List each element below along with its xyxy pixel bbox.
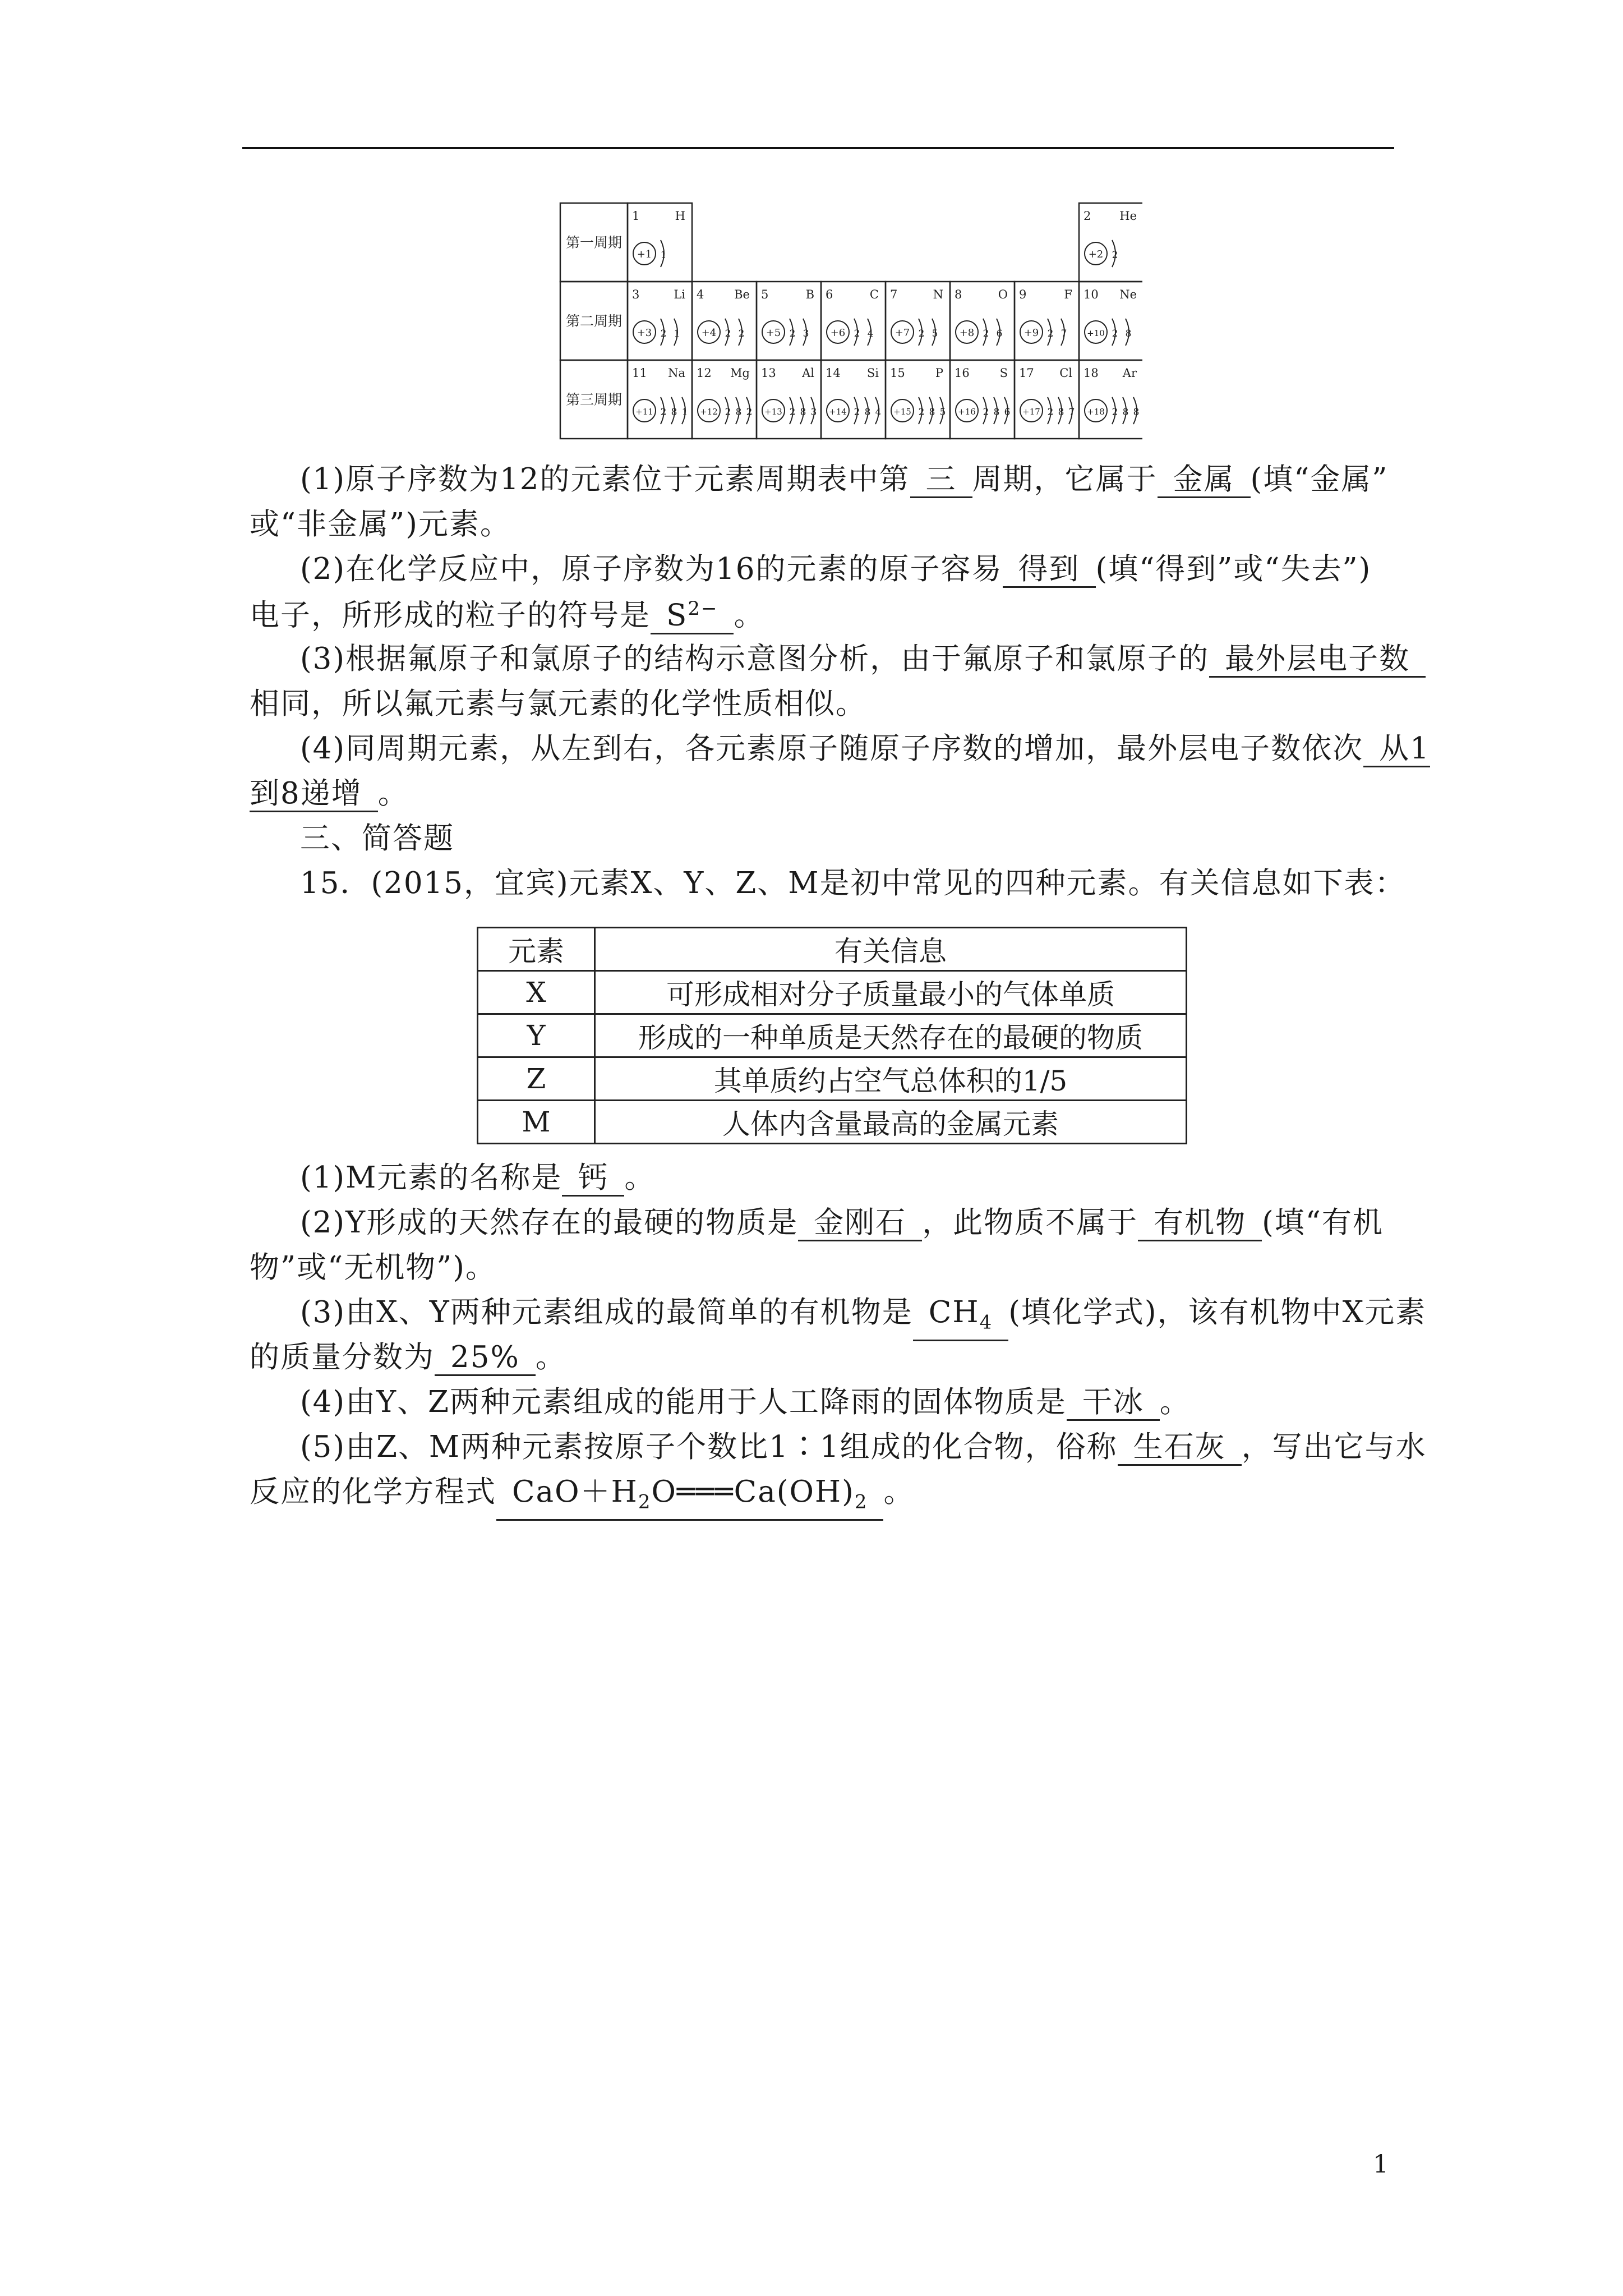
table-cell: X: [478, 971, 595, 1014]
electron-count: 2: [725, 407, 731, 418]
electron-count: 8: [800, 407, 806, 418]
table-cell: 形成的一种单质是天然存在的最硬的物质: [595, 1014, 1187, 1057]
s5-text-a: (5)由Z、M两种元素按原子个数比1∶1组成的化合物，俗称: [300, 1430, 1118, 1464]
electron-count: 2: [660, 328, 667, 339]
equation-subscript-1: 2: [638, 1490, 652, 1513]
electron-count: 8: [735, 407, 742, 418]
s1-answer-1: 钙: [562, 1161, 624, 1197]
q2-answer-2-charge: 2−: [688, 597, 718, 620]
electron-count: 2: [854, 407, 860, 418]
question-15-intro: [250, 861, 1406, 906]
q2-answer-2: [651, 592, 734, 634]
atomic-number: 10: [1083, 288, 1099, 301]
q1-text-c: (填“金属”: [1250, 462, 1389, 496]
electron-count: 5: [932, 328, 938, 339]
nucleus-charge: +3: [637, 327, 652, 339]
nucleus-charge: +2: [1088, 249, 1104, 260]
s3-answer-1-base: CH: [928, 1295, 980, 1329]
table-row: [478, 1014, 1187, 1057]
nucleus-charge: +9: [1023, 327, 1039, 339]
electron-count: 6: [1004, 407, 1011, 418]
atomic-number: 7: [890, 288, 898, 301]
q3-answer-1: 最外层电子数: [1209, 642, 1426, 678]
element-symbol: N: [933, 288, 943, 301]
q4-answer-part-2: 到8递增: [250, 777, 378, 812]
electron-count: 7: [1068, 407, 1075, 418]
electron-count: 3: [810, 407, 817, 418]
electron-count: 2: [1112, 407, 1118, 418]
sub-question-2: [250, 1200, 1394, 1245]
sub-question-1: [250, 1156, 1394, 1200]
q2-text-d: 。: [734, 598, 765, 633]
nucleus-charge: +15: [893, 407, 911, 417]
section-heading: [250, 816, 1394, 861]
element-symbol: S: [999, 366, 1008, 380]
table-row: [478, 971, 1187, 1014]
table-cell: M: [478, 1101, 595, 1144]
electron-count: 2: [1112, 328, 1118, 339]
element-symbol: F: [1064, 288, 1072, 301]
electron-count: 2: [660, 407, 667, 418]
electron-count: 7: [1061, 328, 1067, 339]
s2-text-a: (2)Y形成的天然存在的最硬的物质是: [300, 1205, 799, 1240]
q4-text-b: 。: [377, 776, 409, 811]
q2-text-b: (填“得到”或“失去”): [1095, 552, 1372, 586]
table-cell: Y: [478, 1014, 595, 1057]
sub-question-5: [250, 1425, 1427, 1470]
sub-question-5-line2: [250, 1470, 1394, 1521]
nucleus-charge: +4: [701, 327, 717, 339]
atomic-number: 6: [826, 288, 833, 301]
q2-text-c: 电子，所形成的粒子的符号是: [250, 598, 651, 633]
nucleus-charge: +16: [958, 407, 976, 417]
question-1: [250, 457, 1394, 502]
electron-count: 2: [1047, 407, 1054, 418]
q2-answer-1: 得到: [1003, 553, 1096, 588]
s2-text-c: (填“有机: [1262, 1205, 1384, 1240]
s2-answer-2: 有机物: [1138, 1206, 1262, 1241]
electron-count: 8: [1122, 407, 1129, 418]
page-number: 1: [1373, 2150, 1389, 2179]
q15-intro-text: 15．(2015，宜宾)元素X、Y、Z、M是初中常见的四种元素。有关信息如下表：: [300, 866, 1406, 900]
electron-count: 2: [725, 328, 731, 339]
question-4-line2: [250, 771, 1394, 816]
table-header-cell: 元素: [478, 928, 595, 971]
question-3-line2: [250, 682, 1394, 726]
element-symbol: C: [869, 288, 879, 301]
period-label: 第二周期: [565, 313, 623, 329]
q2-answer-2-symbol: S: [666, 598, 688, 633]
electron-count: 6: [996, 328, 1003, 339]
atomic-number: 9: [1019, 288, 1027, 301]
electron-count: 8: [993, 407, 1000, 418]
electron-count: 8: [1133, 407, 1140, 418]
q3-text-b: 相同，所以氟元素与氯元素的化学性质相似。: [250, 687, 866, 721]
equation-part-2: O═══Ca(OH): [651, 1475, 855, 1509]
s3-text-a: (3)由X、Y两种元素组成的最简单的有机物是: [300, 1295, 913, 1329]
nucleus-charge: +13: [764, 407, 782, 417]
electron-count: 2: [789, 407, 796, 418]
question-4: [250, 726, 1430, 771]
s3-text-b: (填化学式)，该有机物中X元素: [1008, 1295, 1427, 1329]
s4-text-a: (4)由Y、Z两种元素组成的能用于人工降雨的固体物质是: [300, 1385, 1067, 1419]
element-info-table: [477, 927, 1187, 1144]
q1-text-a: (1)原子序数为12的元素位于元素周期表中第: [300, 462, 910, 496]
table-row: [478, 1101, 1187, 1144]
electron-count: 8: [1058, 407, 1064, 418]
electron-count: 1: [674, 328, 680, 339]
element-symbol: O: [998, 288, 1008, 301]
table-cell: 可形成相对分子质量最小的气体单质: [595, 971, 1187, 1014]
nucleus-charge: +12: [700, 407, 718, 417]
element-symbol: Cl: [1059, 366, 1072, 380]
element-symbol: Ne: [1119, 288, 1137, 301]
electron-count: 8: [1125, 328, 1132, 339]
sub-question-2-line2: [250, 1245, 1394, 1290]
electron-count: 2: [983, 407, 989, 418]
nucleus-charge: +10: [1087, 328, 1105, 338]
electron-count: 8: [671, 407, 677, 418]
element-symbol: Ar: [1122, 366, 1137, 380]
s4-text-b: 。: [1159, 1385, 1191, 1419]
electron-count: 5: [939, 407, 946, 418]
q1-text-b: 周期，它属于: [972, 462, 1158, 496]
nucleus-charge: +1: [637, 249, 652, 260]
question-2-line2: [250, 592, 1394, 638]
question-2: [250, 547, 1394, 592]
atomic-number: 18: [1083, 366, 1099, 380]
electron-count: 2: [789, 328, 796, 339]
s5-answer-1: 生石灰: [1118, 1430, 1242, 1466]
electron-count: 2: [854, 328, 860, 339]
atomic-number: 2: [1083, 209, 1091, 223]
s5-answer-equation: [496, 1475, 883, 1521]
s1-text-b: 。: [624, 1161, 656, 1195]
electron-count: 1: [681, 407, 688, 418]
atomic-number: 15: [890, 366, 905, 380]
atomic-number: 12: [697, 366, 712, 380]
nucleus-charge: +7: [895, 327, 910, 339]
electron-count: 2: [1112, 250, 1118, 261]
electron-count: 2: [918, 328, 925, 339]
atomic-number: 1: [632, 209, 640, 223]
sub-question-3: [250, 1290, 1427, 1341]
nucleus-charge: +11: [635, 407, 653, 417]
q3-text-a: (3)根据氟原子和氯原子的结构示意图分析，由于氟原子和氯原子的: [300, 642, 1210, 676]
sub-question-3-line2: [250, 1335, 1394, 1380]
atomic-number: 17: [1019, 366, 1034, 380]
table-row: [478, 1057, 1187, 1101]
s2-text-b: ，此物质不属于: [922, 1205, 1138, 1240]
period-label: 第三周期: [565, 392, 623, 408]
periodic-table-diagram: [559, 202, 1142, 452]
section-3-title: 三、简答题: [300, 821, 454, 855]
s5-text-c: 反应的化学方程式: [250, 1475, 496, 1509]
s1-text-a: (1)M元素的名称是: [300, 1161, 562, 1195]
s4-answer-1: 干冰: [1067, 1386, 1160, 1421]
element-symbol: Na: [668, 366, 685, 380]
table-cell: 其单质约占空气总体积的1/5: [595, 1057, 1187, 1101]
equation-subscript-2: 2: [854, 1490, 868, 1513]
electron-count: 2: [1047, 328, 1054, 339]
element-symbol: Mg: [730, 366, 750, 380]
atomic-number: 14: [826, 366, 841, 380]
period-label: 第一周期: [565, 234, 623, 251]
nucleus-charge: +8: [959, 327, 975, 339]
question-3: [250, 637, 1410, 682]
s5-text-d: 。: [883, 1475, 915, 1509]
nucleus-charge: +14: [829, 407, 847, 417]
atomic-number: 13: [761, 366, 776, 380]
electron-count: 4: [875, 407, 882, 418]
electron-count: 2: [746, 407, 753, 418]
table-header-cell: 有关信息: [595, 928, 1187, 971]
equation-part-1: CaO＋H: [512, 1475, 638, 1509]
s3-text-c: 的质量分数为: [250, 1340, 435, 1374]
question-1-line2: [250, 502, 1394, 547]
nucleus-charge: +5: [766, 327, 781, 339]
nucleus-charge: +18: [1087, 407, 1105, 417]
electron-count: 2: [738, 328, 745, 339]
nucleus-charge: +6: [830, 327, 846, 339]
electron-count: 3: [803, 328, 809, 339]
s3-text-d: 。: [535, 1340, 566, 1374]
s3-answer-2: 25%: [435, 1341, 536, 1376]
atomic-number: 8: [955, 288, 962, 301]
element-symbol: H: [675, 209, 685, 223]
electron-count: 4: [867, 328, 874, 339]
q2-text-a: (2)在化学反应中，原子序数为16的元素的原子容易: [300, 552, 1003, 586]
q1-answer-1: 三: [910, 463, 972, 498]
atomic-number: 3: [632, 288, 640, 301]
electron-count: 2: [918, 407, 925, 418]
nucleus-charge: +17: [1022, 407, 1040, 417]
element-symbol: Li: [674, 288, 685, 301]
element-symbol: Al: [802, 366, 814, 380]
atomic-number: 4: [697, 288, 704, 301]
s3-answer-1: [913, 1296, 1008, 1341]
s5-text-b: ，写出它与水: [1241, 1430, 1427, 1464]
table-header-row: [478, 928, 1187, 971]
electron-count: 8: [929, 407, 935, 418]
q4-answer-part-1: 从1: [1363, 732, 1430, 767]
element-symbol: B: [805, 288, 814, 301]
electron-count: 2: [983, 328, 989, 339]
s3-answer-1-subscript: 4: [979, 1311, 993, 1334]
q4-text-a: (4)同周期元素，从左到右，各元素原子随原子序数的增加，最外层电子数依次: [300, 731, 1364, 766]
electron-count: 1: [660, 250, 667, 261]
atomic-number: 5: [761, 288, 769, 301]
table-cell: 人体内含量最高的金属元素: [595, 1101, 1187, 1144]
s2-answer-1: 金刚石: [798, 1206, 922, 1241]
q1-text-d: 或“非金属”)元素。: [250, 507, 511, 541]
s2-text-d: 物”或“无机物”)。: [250, 1250, 496, 1285]
q1-answer-2: 金属: [1158, 463, 1251, 498]
element-symbol: P: [935, 366, 943, 380]
atomic-number: 16: [955, 366, 970, 380]
header-rule: [242, 147, 1394, 149]
element-symbol: He: [1119, 209, 1137, 223]
element-symbol: Be: [734, 288, 750, 301]
element-symbol: Si: [866, 366, 879, 380]
atomic-number: 11: [632, 366, 647, 380]
sub-question-4: [250, 1380, 1394, 1425]
electron-count: 8: [864, 407, 871, 418]
table-cell: Z: [478, 1057, 595, 1101]
